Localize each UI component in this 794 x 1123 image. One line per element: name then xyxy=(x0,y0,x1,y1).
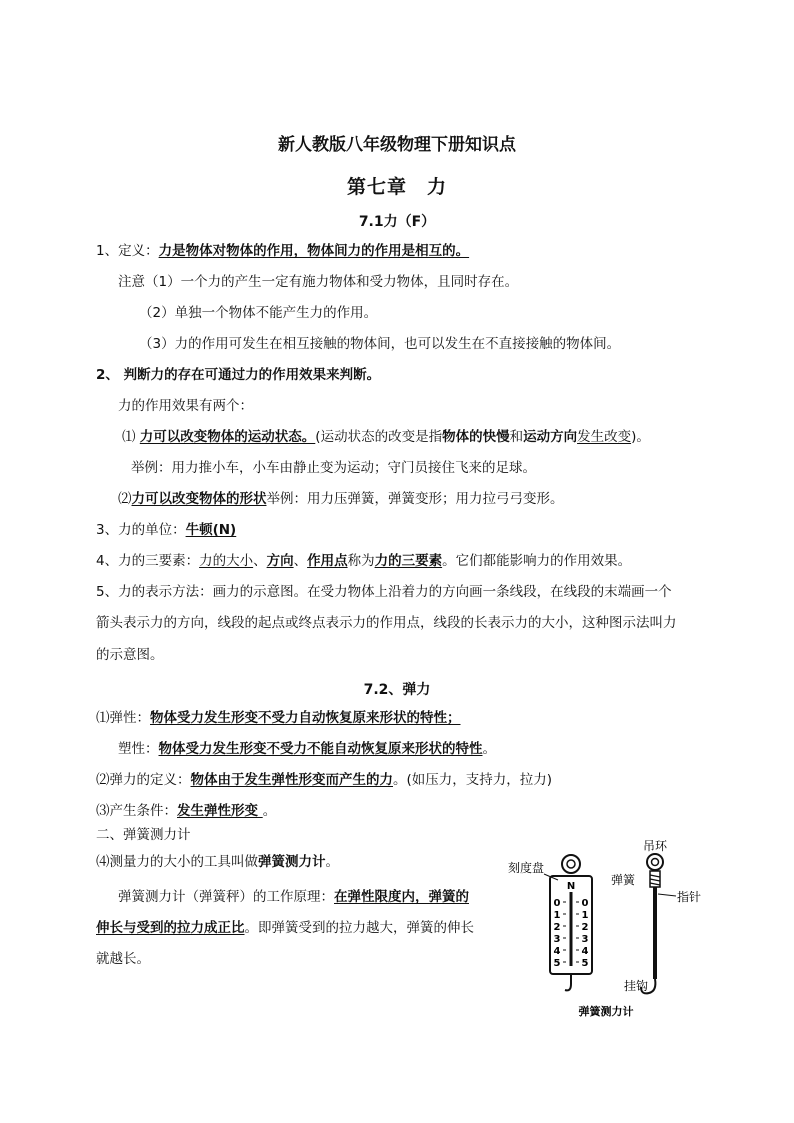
section-heading-7-1: 7.1力（F） xyxy=(358,214,436,230)
scale-tick-label: 0 xyxy=(553,898,561,909)
effects-intro-line: 力的作用效果有两个： xyxy=(118,398,253,414)
scale-tick-label: 1 xyxy=(581,910,589,921)
definition-line: 1、定义：力是物体对物体的作用，物体间力的作用是相互的。 xyxy=(96,243,470,259)
label-spring: 弹簧 xyxy=(611,873,636,887)
representation-line-3: 的示意图。 xyxy=(96,647,164,663)
principle-line-3: 就越长。 xyxy=(96,951,150,967)
principle-line-2: 伸长与受到的拉力成正比。即弹簧受到的拉力越大，弹簧的伸长 xyxy=(96,920,474,936)
label-pointer: 指针 xyxy=(677,890,702,904)
example-line-1: 举例：用力推小车，小车由静止变为运动；守门员接住飞来的足球。 xyxy=(131,460,536,476)
diagram-caption: 弹簧测力计 xyxy=(578,1005,634,1018)
scale-tick-label: 5 xyxy=(581,958,589,969)
spring-scale-diagram xyxy=(500,834,712,1020)
condition-line: ⑶产生条件：发生弹性形变 。 xyxy=(96,803,277,819)
scale-tick-label: 4 xyxy=(553,946,561,957)
note-line-2: （2）单独一个物体不能产生力的作用。 xyxy=(139,305,378,321)
effect-2-line: ⑵力可以改变物体的形状举例：用力压弹簧，弹簧变形；用力拉弓弓变形。 xyxy=(118,491,564,507)
scale-tick-label: 4 xyxy=(581,946,589,957)
measuring-tool-line: ⑷测量力的大小的工具叫做弹簧测力计。 xyxy=(96,854,339,870)
section-heading-7-2: 7.2、弹力 xyxy=(363,682,431,698)
chapter-heading: 第七章 力 xyxy=(346,176,447,198)
label-dial: 刻度盘 xyxy=(508,861,545,875)
scale-tick-label: 1 xyxy=(553,910,561,921)
representation-line-2: 箭头表示力的方向，线段的起点或终点表示力的作用点，线段的长表示力的大小，这种图示法叫力 xyxy=(96,615,677,631)
scale-tick-label: 3 xyxy=(553,934,561,945)
force-unit-line: 3、力的单位：牛顿(N) xyxy=(96,522,237,538)
definition-text: 力是物体对物体的作用，物体间力的作用是相互的。 xyxy=(158,243,470,259)
scale-tick-label: 3 xyxy=(581,934,589,945)
elastic-force-definition-line: ⑵弹力的定义：物体由于发生弹性形变而产生的力。(如压力，支持力，拉力) xyxy=(96,772,553,788)
spring-scale-heading: 二、弹簧测力计 xyxy=(96,827,191,843)
label-ring: 吊环 xyxy=(643,839,668,853)
scale-tick-label: 5 xyxy=(553,958,561,969)
unit-mark: N xyxy=(566,881,576,892)
scale-tick-label: 0 xyxy=(581,898,589,909)
plasticity-line: 塑性：物体受力发生形变不受力不能自动恢复原来形状的特性。 xyxy=(118,741,496,757)
front-hook-icon xyxy=(565,984,571,990)
scale-tick-label: 2 xyxy=(581,922,589,933)
document-title: 新人教版八年级物理下册知识点 xyxy=(278,135,516,155)
elasticity-line: ⑴弹性：物体受力发生形变不受力自动恢复原来形状的特性； xyxy=(96,710,461,726)
representation-line-1: 5、力的表示方法：画力的示意图。在受力物体上沿着力的方向画一条线段，在线段的末端画一个 xyxy=(96,584,672,600)
dial-ring-icon xyxy=(562,855,580,873)
label-hook: 挂钩 xyxy=(624,979,649,993)
scale-tick-label: 2 xyxy=(553,922,561,933)
note-line-3: （3）力的作用可发生在相互接触的物体间，也可以发生在不直接接触的物体间。 xyxy=(139,336,621,352)
hanging-ring-icon xyxy=(647,854,663,870)
note-line-1: 注意（1）一个力的产生一定有施力物体和受力物体，且同时存在。 xyxy=(118,274,519,290)
principle-line-1: 弹簧测力计（弹簧秤）的工作原理：在弹性限度内，弹簧的 xyxy=(118,889,469,905)
effect-1-line: ⑴ 力可以改变物体的运动状态。(运动状态的改变是指物体的快慢和运动方向发生改变)。 xyxy=(122,429,650,445)
judge-force-line: 2、 判断力的存在可通过力的作用效果来判断。 xyxy=(96,367,381,383)
three-elements-line: 4、力的三要素：力的大小、方向、作用点称为力的三要素。它们都能影响力的作用效果。 xyxy=(96,553,632,569)
